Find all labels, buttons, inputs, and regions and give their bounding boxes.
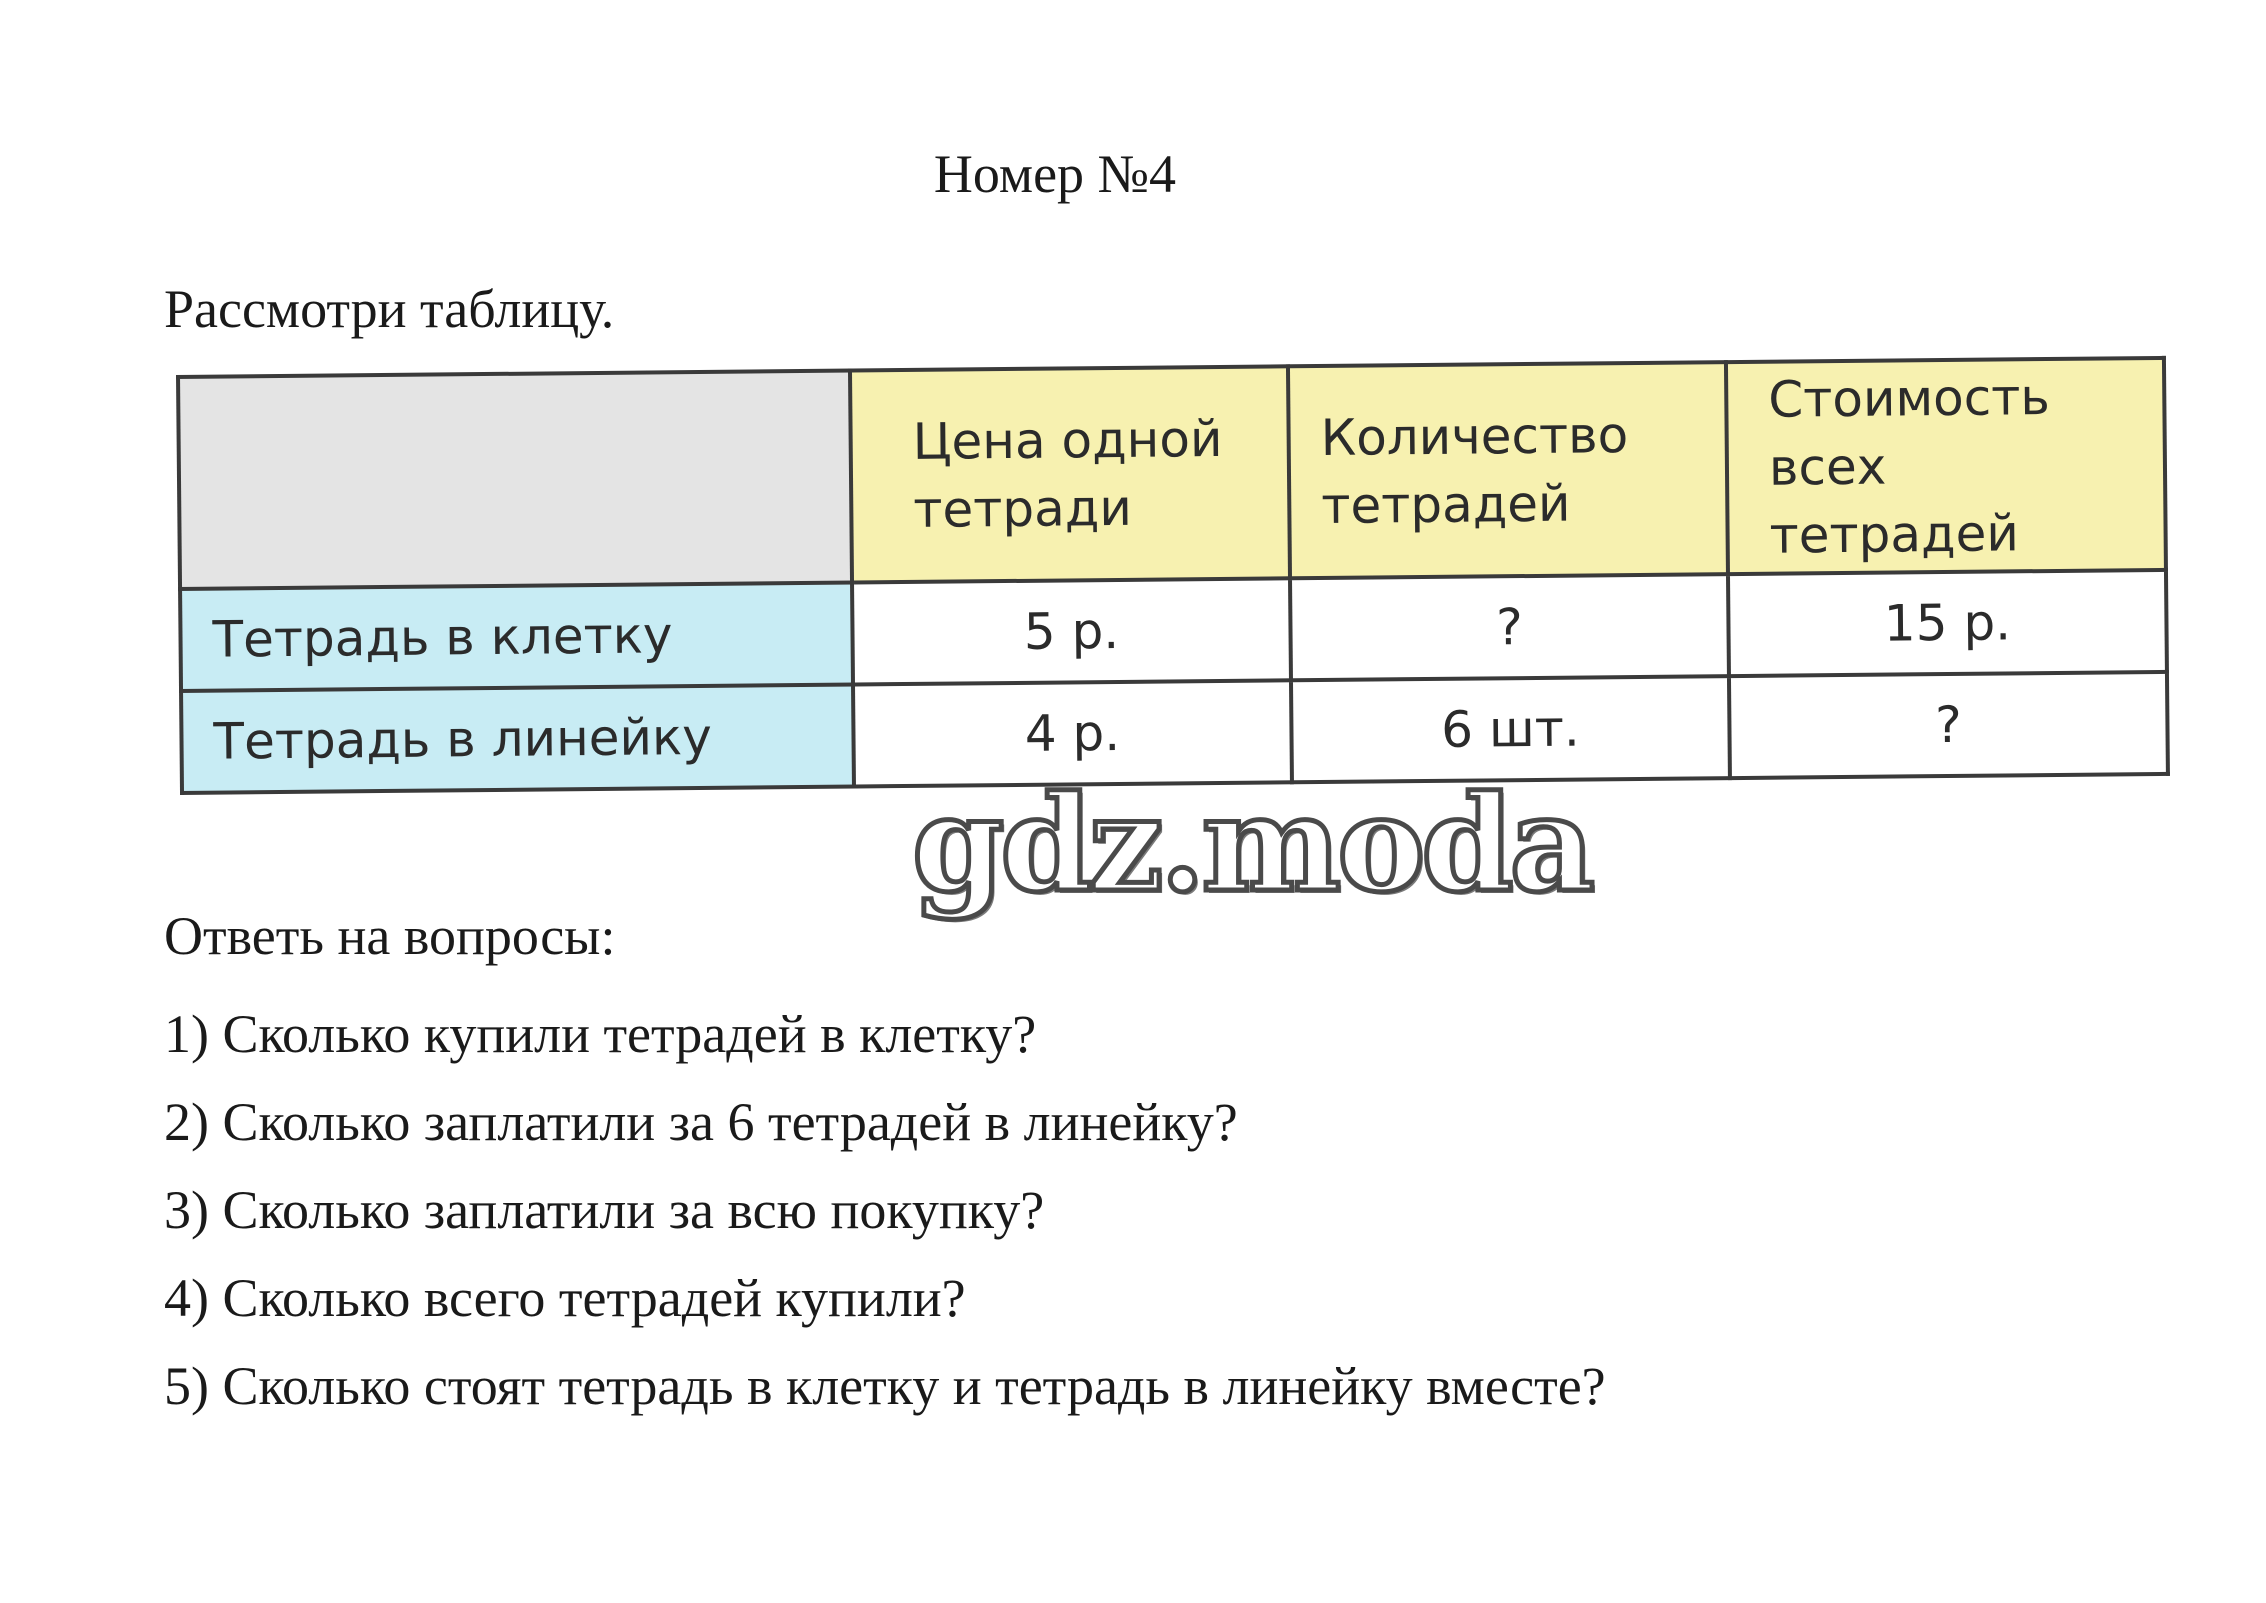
table-header-row: [178, 358, 2166, 589]
question-item: 5) Сколько стоят тетрадь в клетку и тетрадь в линейку вместе?: [164, 1356, 1606, 1416]
cell-cost: ?: [1729, 672, 2168, 778]
cell-quantity: 6 шт.: [1291, 676, 1730, 782]
row-label-grid-notebook: Тетрадь в клетку: [180, 583, 853, 691]
intro-text: Рассмотри таблицу.: [164, 279, 615, 339]
question-item: 3) Сколько заплатили за всю покупку?: [164, 1180, 1045, 1240]
page-title: Номер №4: [933, 144, 1177, 204]
header-quantity: Количество тетрадей: [1288, 362, 1728, 578]
notebook-table: [176, 356, 2170, 795]
header-price: Цена одной тетради: [850, 366, 1290, 582]
notebook-table-container: [176, 356, 2170, 795]
table-corner-cell: [178, 371, 852, 590]
cell-quantity: ?: [1290, 574, 1729, 680]
cell-price: 4 р.: [853, 680, 1292, 786]
table-row: [180, 570, 2167, 691]
row-label-lined-notebook: Тетрадь в линейку: [181, 685, 854, 793]
question-item: 4) Сколько всего тетрадей купили?: [164, 1268, 966, 1328]
watermark-logo: gdz.moda: [912, 767, 1592, 922]
header-cost: Стоимость всех тетрадей: [1726, 358, 2166, 574]
cell-price: 5 р.: [852, 578, 1291, 684]
questions-list: [164, 990, 1606, 1430]
question-item: 1) Сколько купили тетрадей в клетку?: [164, 1004, 1037, 1064]
answer-intro-text: Ответь на вопросы:: [164, 906, 616, 966]
cell-cost: 15 р.: [1728, 570, 2167, 676]
question-item: 2) Сколько заплатили за 6 тетрадей в линейку?: [164, 1092, 1238, 1152]
